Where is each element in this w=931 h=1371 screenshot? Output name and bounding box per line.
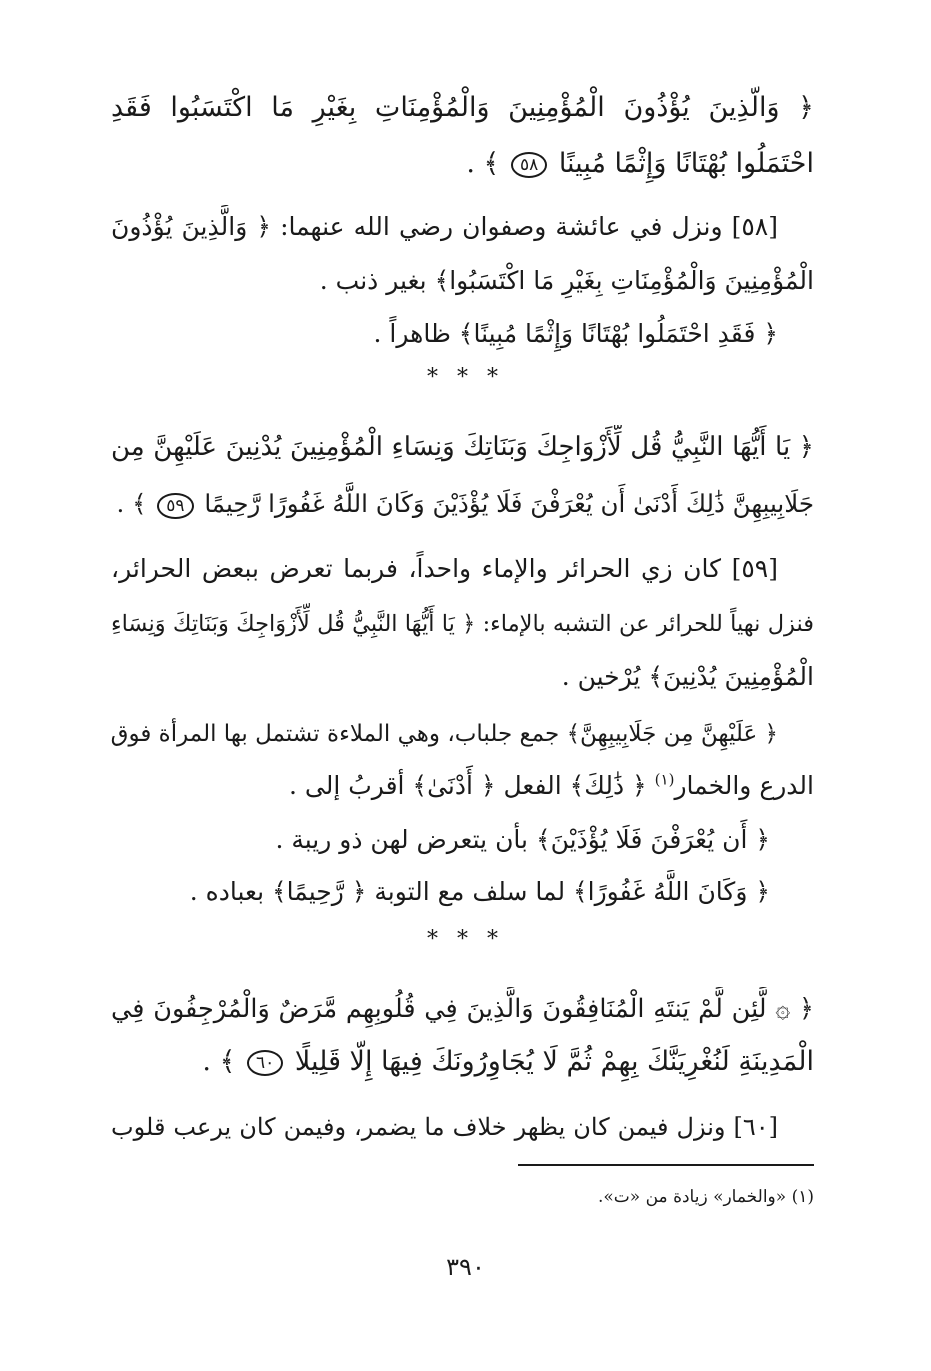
verse-59-line-1: ﴿ يَا أَيُّهَا النَّبِيُّ قُل لِّأَزْوَاجِكَ وَبَنَاتِكَ وَنِسَاءِ الْمُؤْمِنِينَ يُدْنِينَ عَلَيْهِنَّ مِن [111,432,814,462]
footnote-divider [518,1164,814,1166]
commentary-text: الدرع والخمار [674,771,814,800]
section-separator: * * * [427,365,504,390]
verse-text: جَلَابِيبِهِنَّ ذَٰلِكَ أَدْنَىٰ أَن يُعْرَفْنَ فَلَا يُؤْذَيْنَ وَكَانَ اللَّهُ غَفُورًا رَّحِيمًا [204,489,814,518]
verse-text: الْمَدِينَةِ لَنُغْرِيَنَّكَ بِهِمْ ثُمَّ لَا يُجَاوِرُونَكَ فِيهَا إِلَّا قَلِيلًا [294,1046,814,1077]
commentary-58-line-3: ﴿ فَقَدِ احْتَمَلُوا بُهْتَانًا وَإِثْمًا مُبِينًا﴾ ظاهراً . [373,319,778,348]
verse-60-line-2 [111,1040,814,1088]
commentary-59-line-1: [٥٩] كان زي الحرائر والإماء واحداً، فربما تعرض ببعض الحرائر، [111,554,778,583]
commentary-59-line-6: ﴿ أَن يُعْرَفْنَ فَلَا يُؤْذَيْنَ﴾ بأن يتعرض لهن ذو ريبة . [275,825,770,854]
footnote-ref-1: (١) [654,770,675,789]
verse-60-line-1: ﴿ ۞ لَّئِن لَّمْ يَنتَهِ الْمُنَافِقُونَ وَالَّذِينَ فِي قُلُوبِهِم مَّرَضٌ وَالْمُرْجِفُونَ فِي [111,994,814,1024]
ayah-number-60: ٦٠ [247,1050,283,1076]
commentary-58-line-1: [٥٨] ونزل في عائشة وصفوان رضي الله عنهما: ﴿ وَالَّذِينَ يُؤْذُونَ [111,212,778,241]
verse-text: احْتَمَلُوا بُهْتَانًا وَإِثْمًا مُبِينًا [558,148,814,179]
verse-59-line-2 [111,482,814,530]
verse-end: ﴾ . [202,1046,236,1077]
verse-58-line-2 [111,142,814,190]
ayah-number-59: ٥٩ [157,493,193,519]
ayah-number-58: ٥٨ [511,152,547,178]
footnote: (١) «والخمار» زيادة من «ت». [598,1187,814,1207]
commentary-59-line-3: الْمُؤْمِنِينَ يُدْنِينَ﴾ يُرْخين . [561,662,814,691]
section-separator: * * * [427,927,504,952]
verse-end: ﴾ . [466,148,500,179]
verse-end: ﴾ . [116,489,147,518]
commentary-text: ﴿ ذَٰلِكَ﴾ الفعل ﴿ أَدْنَىٰ﴾ أقربُ إلى . [289,771,647,800]
commentary-59-line-4: ﴿ عَلَيْهِنَّ مِن جَلَابِيبِهِنَّ﴾ جمع جلباب، وهي الملاءة تشتمل بها المرأة فوق [111,721,778,747]
verse-58-line-1: ﴿ وَالَّذِينَ يُؤْذُونَ الْمُؤْمِنِينَ وَالْمُؤْمِنَاتِ بِغَيْرِ مَا اكْتَسَبُوا فَقَدِ [111,92,814,123]
commentary-59-line-7: ﴿ وَكَانَ اللَّهُ غَفُورًا﴾ لما سلف مع التوبة ﴿ رَّحِيمًا﴾ بعباده . [189,877,770,906]
commentary-60-line-1: [٦٠] ونزل فيمن كان يظهر خلاف ما يضمر، وفيمن كان يرعب قلوب [111,1113,778,1141]
commentary-59-line-2: فنزل نهياً للحرائر عن التشبه بالإماء: ﴿ يَا أَيُّهَا النَّبِيُّ قُل لِّأَزْوَاجِكَ وَبَنَاتِكَ وَنِسَاءِ [111,611,814,637]
commentary-59-line-5 [111,764,814,812]
page-number: ٣٩٠ [446,1253,485,1281]
commentary-58-line-2: الْمُؤْمِنِينَ وَالْمُؤْمِنَاتِ بِغَيْرِ مَا اكْتَسَبُوا﴾ بغير ذنب . [319,266,814,295]
